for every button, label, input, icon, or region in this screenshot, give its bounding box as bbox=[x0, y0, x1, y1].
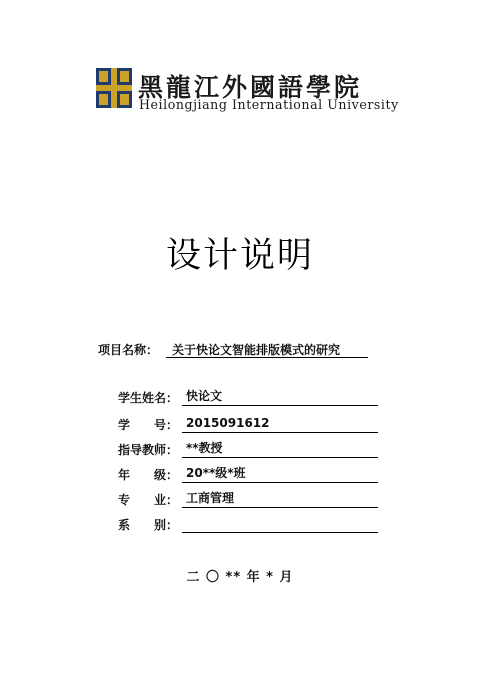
university-emblem-icon bbox=[96, 68, 132, 108]
project-name-label: 项目名称： bbox=[98, 343, 159, 357]
date-line: 二 〇 ** 年 * 月 bbox=[186, 570, 294, 585]
university-name-en: Heilongjiang International University bbox=[139, 97, 399, 112]
project-name-value: 关于快论文智能排版模式的研究 bbox=[166, 343, 368, 358]
university-logo bbox=[96, 68, 399, 114]
field-label: 系 别： bbox=[118, 518, 179, 532]
field-value: 快论文 bbox=[182, 389, 378, 406]
field-value: **教授 bbox=[182, 441, 378, 458]
field-value: 工商管理 bbox=[182, 491, 378, 508]
field-value bbox=[182, 516, 378, 533]
document-title: 设计说明 bbox=[165, 236, 314, 276]
field-value: 2015091612 bbox=[182, 416, 378, 433]
field-label: 年 级： bbox=[118, 468, 179, 482]
project-name-row bbox=[98, 341, 368, 358]
field-label: 指导教师： bbox=[118, 443, 179, 457]
university-name-cn: 黑龍江外國語學院 bbox=[138, 73, 363, 102]
field-value: 20**级*班 bbox=[182, 466, 378, 483]
field-label: 学 号： bbox=[118, 418, 179, 432]
field-label: 学生姓名： bbox=[118, 391, 179, 405]
field-label: 专 业： bbox=[118, 493, 179, 507]
